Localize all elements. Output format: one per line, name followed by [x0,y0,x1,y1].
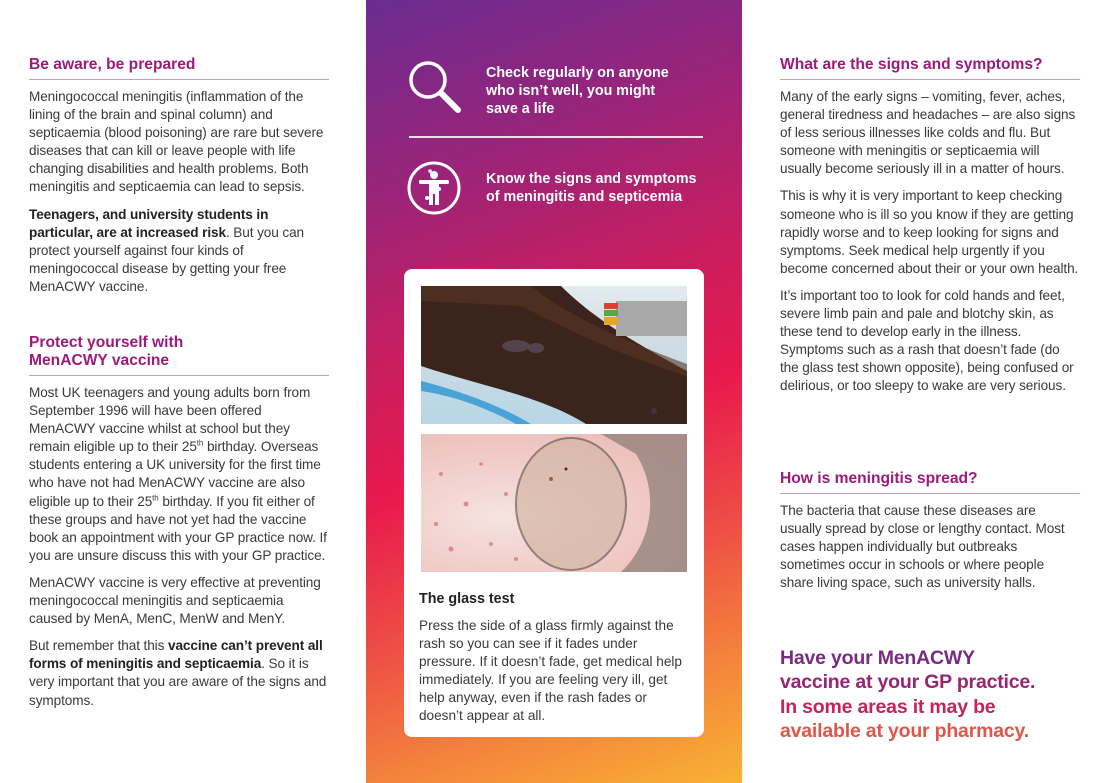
bold-text: Teenagers, and university students in particular, are at increased risk [29,206,269,240]
section-signs-symptoms [780,56,1080,405]
section-heading: Protect yourself with MenACWY vaccine [29,334,329,376]
bold-text: vaccine can’t prevent all forms of meningitis and septicaemia [29,638,323,672]
paragraph: It’s important too to look for cold hands and feet, severe limb pain and pale and blotchy skin, as these tend to develop early in the illness. Symptoms such as a rash that doesn’t fade (do the glass test shown opposite), being confused or delirious, or too sleepy to wake are very serious. [780,287,1074,394]
paragraph: MenACWY vaccine is very effective at preventing meningococcal meningitis and septicaemia caused by MenA, MenC, MenW and MenY. [29,574,321,627]
middle-gradient-panel [366,0,742,783]
promo-line: available at your pharmacy. [780,719,1029,742]
divider [409,136,703,138]
glass-test-card [404,269,704,737]
feature-text: Know the signs and symptoms of meningitis and septicemia [486,171,697,205]
promo-callout [780,646,1100,743]
section-heading: What are the signs and symptoms? [780,56,1080,80]
section-heading: How is meningitis spread? [780,470,1080,494]
section-be-aware [29,56,329,305]
body-symptoms-icon [406,160,464,218]
rash-arm-photo [421,286,687,424]
section-how-spread [780,470,1080,601]
right-panel [742,0,1111,783]
paragraph: But remember that this vaccine can’t prevent all forms of meningitis and septicaemia. So it is very important that you are aware of the signs and symptoms. [29,638,327,708]
promo-line: vaccine at your GP practice. [780,671,1036,694]
feature-check-regularly [406,58,706,118]
paragraph: The bacteria that cause these diseases are usually spread by close or lengthy contact. Most cases happen individually but outbreaks sometimes occur in schools or where people share living space, such as university halls. [780,503,1065,591]
promo-line: In some areas it may be [780,695,996,718]
feature-text: Check regularly on anyone who isn’t well, you might save a life [486,65,669,117]
card-title: The glass test [419,591,515,607]
paragraph: Teenagers, and university students in particular, are at increased risk. But you can protect yourself against four kinds of meningococcal disease by getting your free MenACWY vaccine. [29,206,304,294]
paragraph: This is why it is very important to keep checking someone who is ill so you know if they are getting rapidly worse and to keep looking for signs and symptoms. Seek medical help urgently if you become concerned about their or your own health. [780,188,1079,276]
promo-line: Have your MenACWY [780,647,975,669]
left-panel [0,0,366,783]
magnifying-glass-icon [406,58,464,116]
paragraph: Most UK teenagers and young adults born from September 1996 will have been offered MenACWY vaccine whilst at school but they remain eligible up to their 25th birthday. Overseas students entering a UK university for the first time who have not had MenACWY vaccine are also eligible up to their 25th birthday. If you fit either of these groups and have not yet had the vaccine book an appointment with your GP practice now. If you are unsure discuss this with your GP practice. [29,385,327,563]
paragraph: Meningococcal meningitis (inflammation of the lining of the brain and spinal column) and septicaemia (blood poisoning) are rare but severe diseases that can kill or leave people with life changing disabilities and health problems. Both meningitis and septicaemia can lead to sepsis. [29,89,324,195]
feature-know-signs [406,160,706,218]
section-heading: Be aware, be prepared [29,56,329,80]
card-text: Press the side of a glass firmly against the rash so you can see if it fades under pressure. If it doesn’t fade, get medical help immediately. If you are feeling very ill, get help anyway, even if the rash fades or doesn’t appear at all. [419,618,682,724]
paragraph: Many of the early signs – vomiting, fever, aches, general tiredness and headaches – are also signs of less serious illnesses like colds and flu. But someone with meningitis or septicaemia will usually become seriously ill in a matter of hours. [780,89,1076,177]
section-protect-yourself [29,334,329,719]
glass-test-photo [421,434,687,572]
